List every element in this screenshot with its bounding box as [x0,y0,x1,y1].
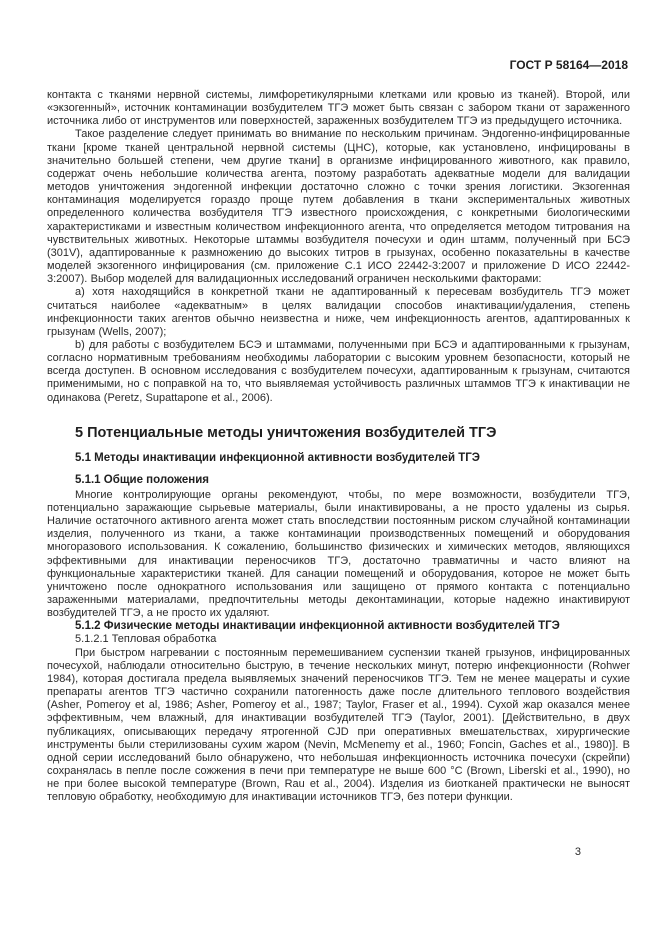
paragraph-heat-treatment: При быстром нагревании с постоянным перемешиванием суспензии тканей грызунов, инфицированных почесухой, наблюдали относительно быструю, в течение нескольких минут, потерю инфекционности (Rohwer 1984), которая достигала предела выявляемых значений переносчиков ТГЭ. Тем не менее мацераты и сухие препараты агентов ТГЭ частично сохранили патогенность даже после длительного теплового воздействия (Asher, Pomeroy et al, 1986; Asher, Pomeroy et al., 1987; Taylor, Fraser et al., 1994). Сухой жар оказался менее эффективным, чем влажный, для инактивации возбудителей ТГЭ (Taylor, 2001). [Действительно, в двух публикациях, описывающих передачу ятрогенной CJD при оперативных вмешательствах, хирургические инструменты были стерилизованы сухим жаром (Nevin, McMenemy et al., 1960; Foncin, Gaches et al., 1980)]. В одной серии исследований было обнаружено, что небольшая инфекционность источника почесухи (скрейпи) сохранялась в пепле после сожжения в печи при температуре не выше 600 °C (Brown, Liberski et al., 1990), но не при более высокой температуре (Brown, Rau et al., 2004). Изделия из биотканей практически не выносят тепловую обработку, необходимую для инактивации источников ТГЭ, без потери функции. [47,646,630,804]
list-item-b: b) для работы с возбудителем БСЭ и штаммами, полученными при БСЭ и адаптированными к грызунам, согласно нормативным требованиям необходимы лаборатории с высоким уровнем безопасности, который не всегда доступен. В основном исследования с возбудителем почесухи, адаптированным к грызунам, считаются применимыми, но с поправкой на то, что выявляемая устойчивость различных штаммов ТГЭ к инактивации не одинакова (Peretz, Supattapone et al., 2006). [47,338,630,404]
section-5-1-2-1-heading: 5.1.2.1 Тепловая обработка [75,633,217,646]
paragraph-division-reasons: Такое разделение следует принимать во внимание по нескольким причинам. Эндогенно-инфицированные ткани [кроме тканей центральной нервной системы (ЦНС), которые, как установлено, инфицированы в значительно большей степени, чем другие ткани] в организме инфицированного животного, как правило, содержат очень небольшие количества агента, поэтому разработать адекватные модели для валидации методов уничтожения эндогенной инфекции достаточно сложно с точки зрения логистики. Экзогенная контаминация моделируется гораздо проще путем добавления в ткани экспериментальных животных определенного количества возбудителя ТГЭ известного происхождения, с конкретными биологическими характеристиками и известным количеством инфекционного агента, что определяется методом титрования на чувствительных животных. Некоторые штаммы возбудителя почесухи и один штамм, полученный при БСЭ (301V), адаптированные к размножению до высоких титров в грызунах, особенно показательны в качестве моделей экзогенного инфицирования (см. приложение С.1 ИСО 22442-3:2007 и приложение D ИСО 22442-3:2007). Выбор моделей для валидационных исследований ограничен несколькими факторами: [47,128,630,286]
section-5-1-2-heading: 5.1.2 Физические методы инактивации инфекционной активности возбудителей ТГЭ [75,620,560,633]
section-5-1-1-heading: 5.1.1 Общие положения [75,474,210,487]
paragraph-general-provisions: Многие контролирующие органы рекомендуют, чтобы, по мере возможности, возбудители ТГЭ, потенциально заражающие сырьевые материалы, были инактивированы, а не просто удалены из сырья. Наличие остаточного активного агента может стать впоследствии постоянным риском случайной контаминации изделия, полученного из ткани, а также контаминации производственных помещений и оборудования многоразового использования. К сожалению, большинство физических и химических методов, являющихся эффективными для инактивации переносчиков ТГЭ, достаточно травматичны и часто влияют на функциональные характеристики тканей. Для санации помещений и оборудования, которое не может быть уничтожено после однократного использования или защищено от прямого контакта с потенциально зараженными материалами, предпочтительны методы деконтаминации, которые надежно инактивируют возбудителей ТГЭ, а не просто их удаляют. [47,488,630,620]
section-5-1-heading: 5.1 Методы инактивации инфекционной активности возбудителей ТГЭ [75,451,480,464]
running-header: ГОСТ Р 58164—2018 [509,58,628,72]
paragraph-continuation: контакта с тканями нервной системы, лимфоретикулярными клетками или кровью из тканей). Второй, или «экзогенный», источник контаминации возбудителем ТГЭ может быть связан с забором ткани от зараженного источника либо от инструментов или поверхностей, зараженных возбудителем ТГЭ из предыдущего источника. [47,89,630,128]
list-item-a: а) хотя находящийся в конкретной ткани не адаптированный к пересевам возбудитель ТГЭ может считаться наиболее «адекватным» в целях валидации способов инактивации/удаления, степень инфекционности таких агентов обычно неизвестна и ниже, чем инфекционность агентов, адаптированных к грызунам (Wells, 2007); [47,286,630,338]
section-5-heading: 5 Потенциальные методы уничтожения возбудителей ТГЭ [75,424,497,441]
page-number: 3 [574,846,581,858]
